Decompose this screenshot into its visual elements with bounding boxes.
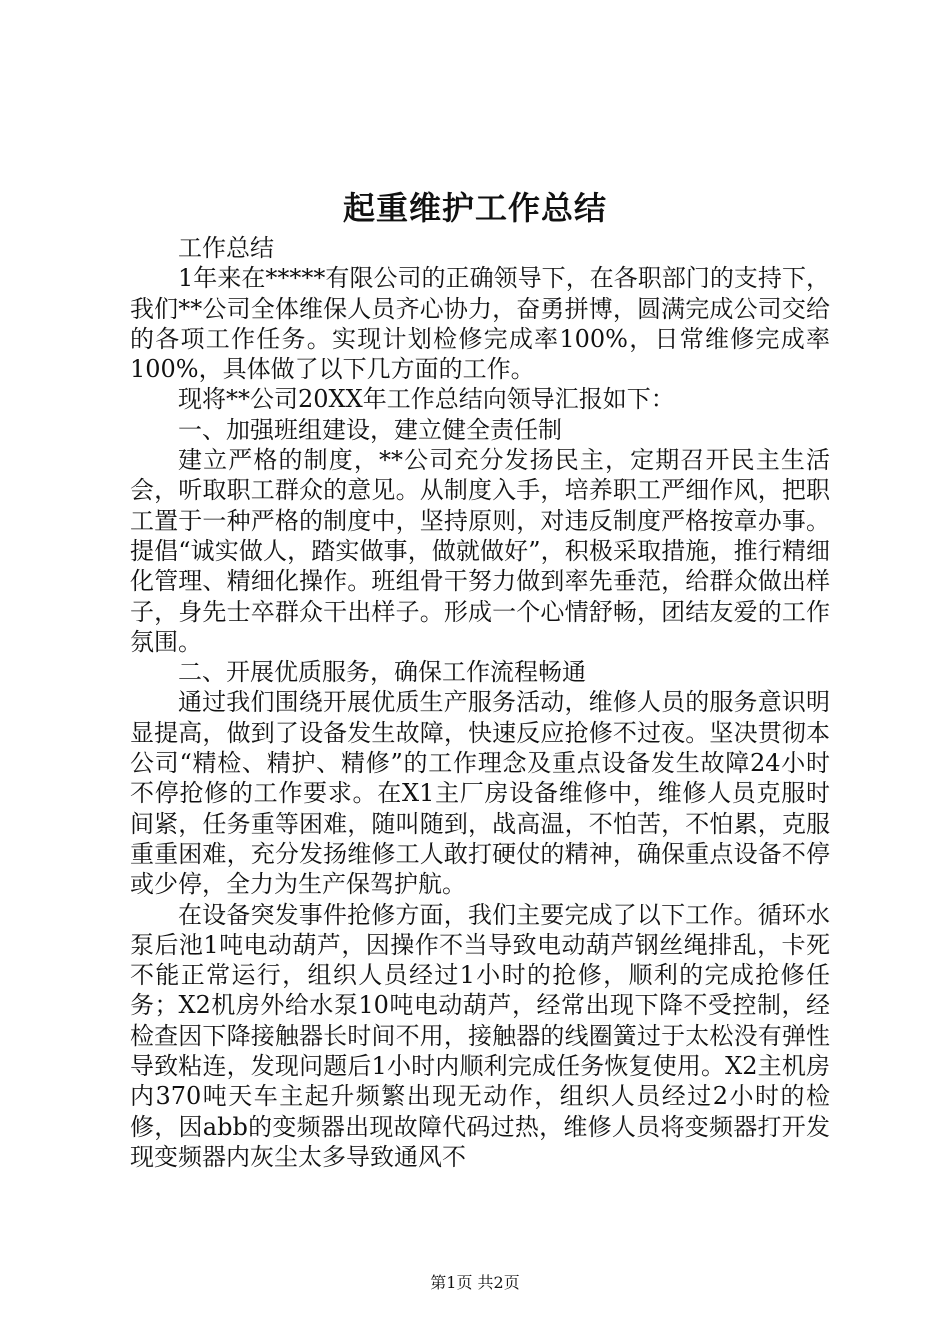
page-footer: 第1页 共2页 bbox=[430, 1273, 520, 1292]
paragraph-report: 现将**公司20XX年工作总结向领导汇报如下： bbox=[178, 385, 675, 414]
document-title: 起重维护工作总结 bbox=[342, 189, 607, 227]
paragraph-emergency-repair: 在设备突发事件抢修方面，我们主要完成了以下工作。循环水泵后池1吨电动葫芦，因操作不当导致电动葫芦钢丝绳排乱，卡死不能正常运行，组织人员经过1小时的抢修，顺利的完成抢修任务；X2机房外给水泵10吨电动葫芦，经常出现下降不受控制，经检查因下降接触器长时间不用，接触器的线圈簧过于太松没有弹性导致粘连，发现问题后1小时内顺利完成任务恢复使用。X2主机房内370吨天车主起升频繁出现无动作，组织人员经过2小时的检修，因abb的变频器出现故障代码过热，维修人员将变频器打开发现变频器内灰尘太多导致通风不 bbox=[130, 900, 830, 1171]
document-body bbox=[130, 233, 830, 1172]
section-heading-2: 二、开展优质服务，确保工作流程畅通 bbox=[178, 658, 586, 687]
paragraph-intro: 1年来在*****有限公司的正确领导下，在各职部门的支持下，我们**公司全体维保人员齐心协力，奋勇拼博，圆满完成公司交给的各项工作任务。实现计划检修完成率100%，日常维修完成率100%，具体做了以下几方面的工作。 bbox=[130, 264, 830, 384]
paragraph-section-1: 建立严格的制度，**公司充分发扬民主，定期召开民主生活会，听取职工群众的意见。从制度入手，培养职工严细作风，把职工置于一种严格的制度中，坚持原则，对违反制度严格按章办事。提倡“诚实做人，踏实做事，做就做好”，积极采取措施，推行精细化管理、精细化操作。班组骨干努力做到率先垂范，给群众做出样子，身先士卒群众干出样子。形成一个心情舒畅，团结友爱的工作氛围。 bbox=[130, 446, 830, 656]
paragraph-section-2: 通过我们围绕开展优质生产服务活动，维修人员的服务意识明显提高，做到了设备发生故障，快速反应抢修不过夜。坚决贯彻本公司“精检、精护、精修”的工作理念及重点设备发生故障24小时不停抢修的工作要求。在X1主厂房设备维修中，维修人员克服时间紧，任务重等困难，随叫随到，战高温，不怕苦，不怕累，克服重重困难，充分发扬维修工人敢打硬仗的精神，确保重点设备不停或少停，全力为生产保驾护航。 bbox=[130, 688, 830, 899]
paragraph-heading: 工作总结 bbox=[178, 234, 274, 262]
section-heading-1: 一、加强班组建设，建立健全责任制 bbox=[178, 415, 562, 444]
